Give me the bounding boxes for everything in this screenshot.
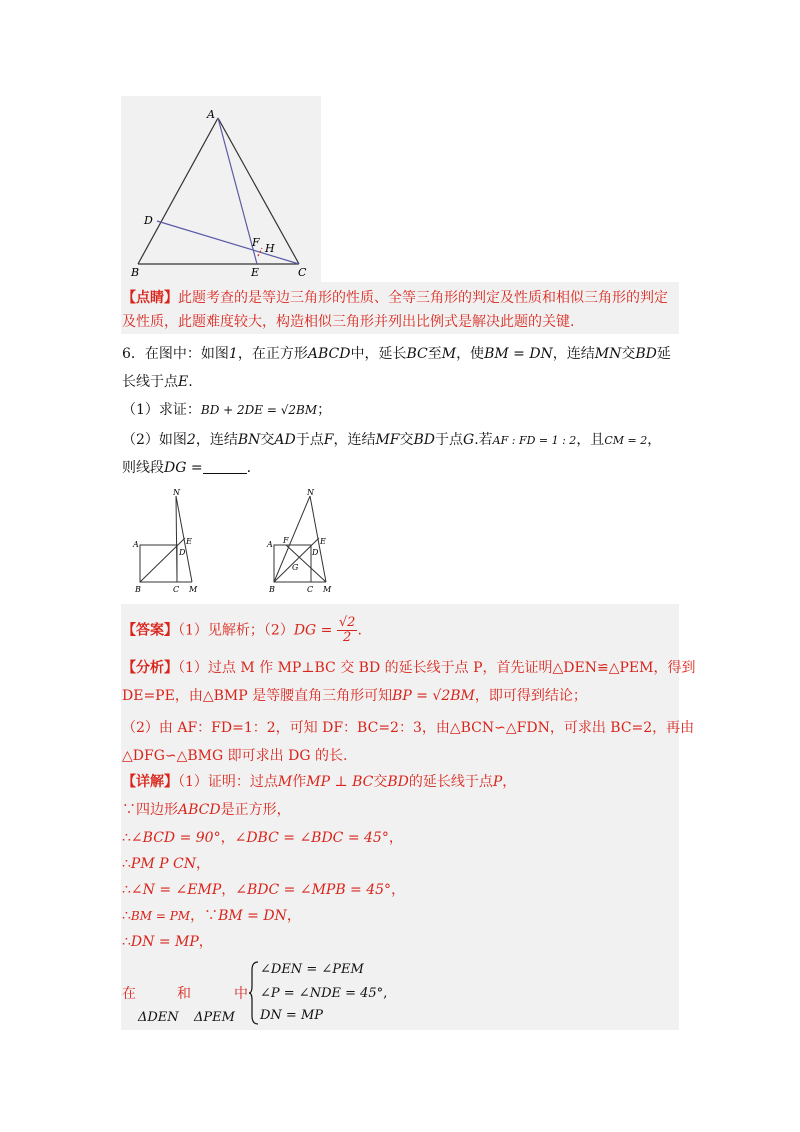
- analysis-line-1: 【分析】（1）过点 M 作 MP⊥BC 交 BD 的延长线于点 P，首先证明△DEN≌△PEM，得到: [122, 660, 696, 676]
- question-2-line-2: 则线段DG = .: [122, 460, 252, 476]
- analysis-line-3: （2）由 AF：FD=1：2，可知 DF：BC=2：3，由△BCN∽△FDN，可求出 BC=2，再由: [122, 720, 695, 736]
- figure-2-left: [128, 484, 208, 596]
- label-e: E: [320, 537, 326, 546]
- label-n: N: [307, 488, 314, 497]
- question-2-line-1: （2）如图2，连结BN交AD于点F，连结MF交BD于点G.若AF : FD = 1 : 2，且CM = 2，: [122, 432, 662, 448]
- dianjing-tag: 【点睛】: [122, 290, 178, 306]
- answer-fraction: $\frac{√2}{2}$: [338, 615, 356, 645]
- label-b: B: [131, 266, 140, 279]
- label-b: B: [135, 585, 141, 594]
- detail-line-3: ∴∠BCD = 90°，∠DBC = ∠BDC = 45°，: [122, 830, 403, 846]
- detail-and-word: 和: [177, 986, 191, 1002]
- dianjing-line-1: 【点睛】此题考查的是等边三角形的性质、全等三角形的判定及性质和相似三角形的判定: [122, 290, 668, 306]
- label-b: B: [269, 585, 275, 594]
- triangle-pem: ΔPEM: [194, 1010, 235, 1025]
- label-c: C: [298, 266, 307, 279]
- label-a: A: [133, 540, 139, 549]
- detail-line-1: 【详解】（1）证明：过点M作MP ⊥ BC交BD的延长线于点P，: [122, 774, 517, 790]
- detail-line-6: ∴BM = PM，∵BM = DN，: [122, 908, 301, 924]
- detail-line-4: ∴PM P CN，: [122, 856, 210, 872]
- label-c: C: [307, 585, 314, 594]
- label-m: M: [189, 585, 198, 594]
- edge-ab: [138, 118, 218, 264]
- analysis-line-4: △DFG∽△BMG 即可求出 DG 的长.: [122, 748, 348, 764]
- triangle-den: ΔDEN: [138, 1010, 179, 1025]
- answer-tag: 【答案】: [122, 622, 178, 639]
- figure-2-right: [262, 484, 342, 596]
- problem-line-2: 长线于点E.: [122, 374, 193, 390]
- detail-zhong-word: 中: [234, 986, 248, 1002]
- analysis-tag: 【分析】: [122, 660, 178, 676]
- analysis-line-2: DE=PE，由△BMP 是等腰直角三角形可知BP = √2BM，即可得到结论；: [122, 688, 587, 704]
- detail-in-word: 在: [122, 986, 136, 1002]
- label-c: C: [173, 585, 180, 594]
- brace-line-2: ∠P = ∠NDE = 45°,: [260, 986, 388, 1001]
- label-e: E: [251, 266, 260, 279]
- detail-line-5: ∴∠N = ∠EMP，∠BDC = ∠MPB = 45°，: [122, 882, 406, 898]
- label-d: D: [144, 214, 153, 227]
- segment-dc: [157, 221, 299, 264]
- detail-line-2: ∵四边形ABCD是正方形，: [122, 802, 291, 818]
- label-h: H: [265, 242, 275, 255]
- label-e: E: [186, 537, 192, 546]
- label-m: M: [323, 585, 332, 594]
- label-g: G: [292, 563, 299, 572]
- label-a: A: [207, 108, 215, 121]
- detail-tag: 【详解】: [122, 774, 178, 790]
- answer-line: 【答案】（1）见解析；（2）DG = $\frac{√2}{2}$ .: [122, 615, 362, 645]
- label-f: F: [283, 536, 289, 545]
- problem-line-1: 6．在图中：如图1，在正方形ABCD中，延长BC至M，使BM = DN，连结MN交BD延: [122, 346, 671, 362]
- answer-blank[interactable]: [203, 460, 247, 474]
- label-a: A: [267, 540, 273, 549]
- brace-line-1: ∠DEN = ∠PEM: [260, 962, 364, 977]
- label-d: D: [179, 548, 186, 557]
- question-1: （1）求证：BD + 2DE = √2BM；: [122, 402, 332, 418]
- detail-line-7: ∴DN = MP，: [122, 934, 213, 950]
- label-n: N: [173, 488, 180, 497]
- label-f: F: [252, 236, 260, 249]
- brace-icon: [248, 960, 260, 1026]
- triangle-figure: [121, 96, 321, 282]
- dianjing-line-2: 及性质，此题难度较大，构造相似三角形并列出比例式是解决此题的关键.: [122, 314, 575, 330]
- label-d: D: [312, 548, 319, 557]
- brace-line-3: DN = MP: [260, 1008, 324, 1023]
